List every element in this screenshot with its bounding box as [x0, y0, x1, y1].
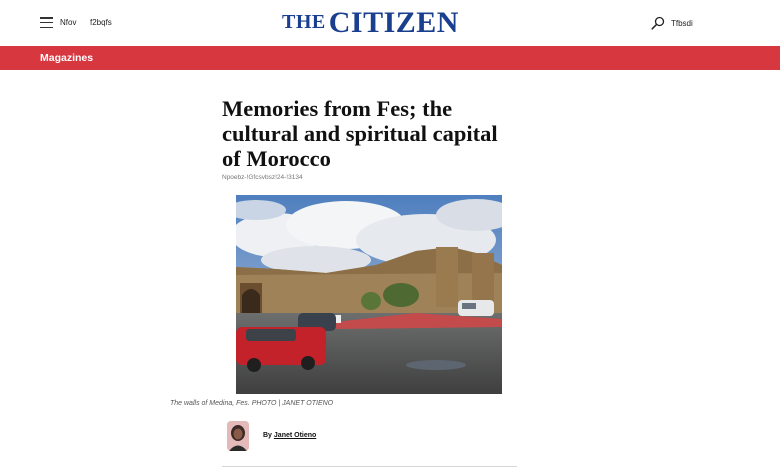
- article-date: Npoebz-!Gfcsvbsz!24-!3134: [222, 174, 303, 181]
- search-icon[interactable]: [651, 16, 665, 30]
- medina-walls-photo: [236, 195, 502, 394]
- divider: [222, 466, 517, 467]
- article-headline: Memories from Fes; the cultural and spiritual capital of Morocco: [222, 96, 498, 171]
- hamburger-menu-icon[interactable]: [40, 17, 53, 28]
- site-logo[interactable]: [282, 6, 459, 40]
- site-header: [0, 0, 780, 46]
- byline: [263, 432, 316, 439]
- author-link[interactable]: Janet Otieno: [273, 432, 317, 439]
- menu-label[interactable]: Nfov: [60, 18, 77, 27]
- article-photo: [236, 195, 502, 394]
- logo-citizen: CITIZEN: [328, 6, 459, 39]
- section-label-magazines[interactable]: Magazines: [40, 52, 94, 64]
- photo-caption: The walls of Medina, Fes. PHOTO | JANET OTIENO: [170, 400, 334, 407]
- search-label[interactable]: Tfbsdi: [671, 19, 693, 28]
- section-bar: [0, 46, 780, 70]
- nav-link[interactable]: f2bqfs: [90, 18, 112, 27]
- logo-the: THE: [282, 11, 326, 33]
- author-avatar[interactable]: [227, 421, 249, 451]
- byline-prefix: By: [263, 432, 274, 439]
